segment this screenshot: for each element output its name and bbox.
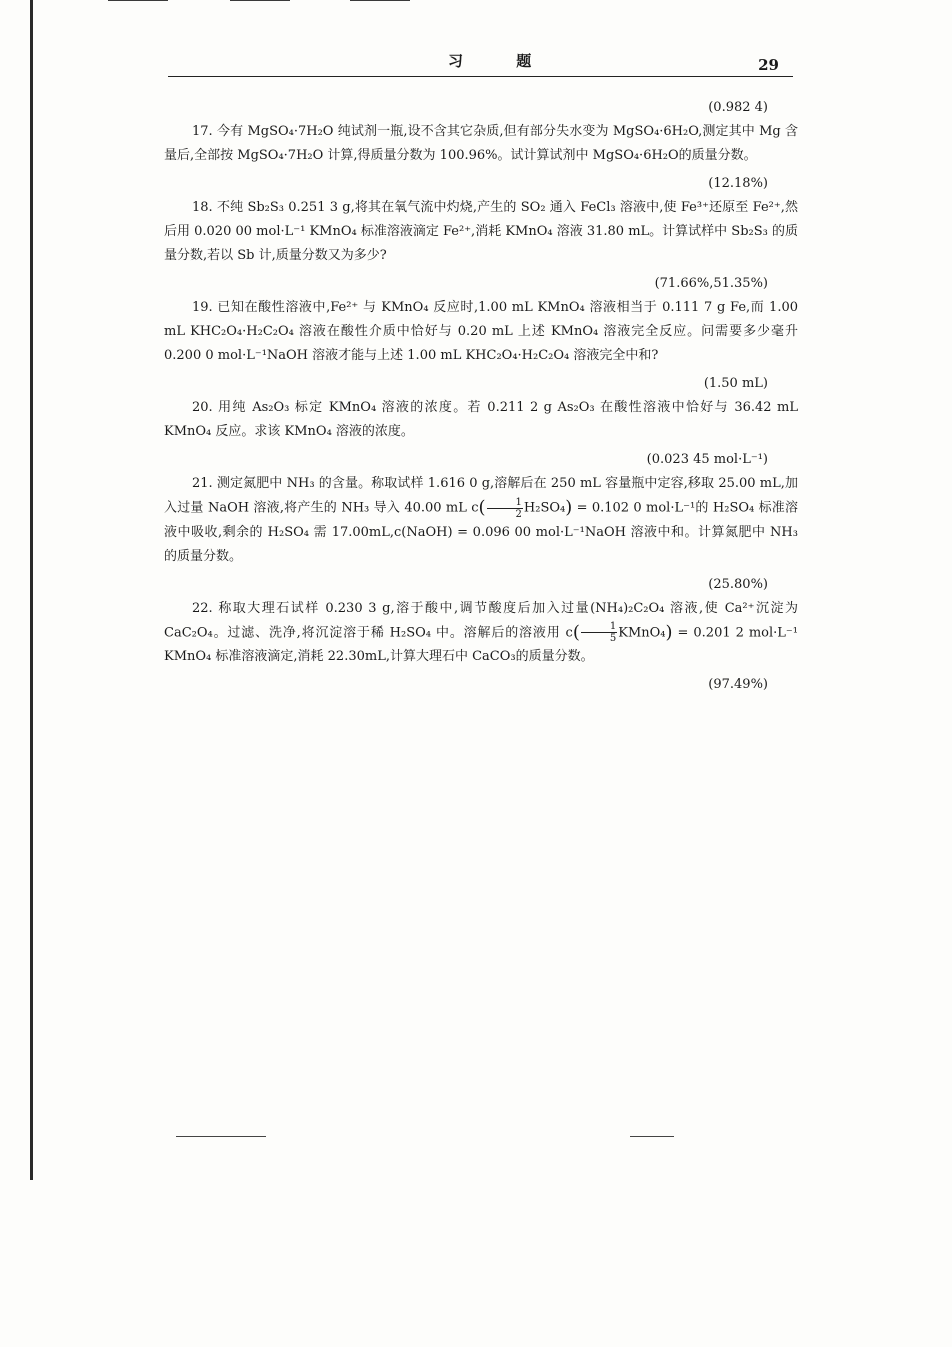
answer-22: (97.49%) — [708, 677, 768, 692]
problem-text-cont: = 0.201 2 mol·L⁻¹ KMnO₄ 标准溶液滴定,消耗 22.30mL,计算大理石中 CaCO₃的质量分数。 — [164, 625, 798, 664]
fraction: $\frac{1}{5}$ — [581, 621, 617, 644]
problem-text: 用纯 As₂O₃ 标定 KMnO₄ 溶液的浓度。若 0.211 2 g As₂O₃ 在酸性溶液中恰好与 36.42 mL KMnO₄ 反应。求该 KMnO₄ 溶液的浓度。 — [164, 400, 798, 439]
problem-20 — [164, 396, 798, 444]
running-title: 习 题 — [448, 52, 556, 70]
paren-close: ) — [565, 497, 573, 518]
problem-text: 测定氮肥中 NH₃ 的含量。称取试样 1.616 0 g,溶解后在 250 mL 容量瓶中定容,移取 25.00 mL,加入过量 NaOH 溶液,将产生的 NH₃ 导入 40.00 mL c — [164, 476, 798, 516]
header-rule — [168, 76, 793, 77]
problem-text-cont: = 0.102 0 mol·L⁻¹的 H₂SO₄ 标准溶液中吸收,剩余的 H₂SO₄ 需 17.00mL,c(NaOH) = 0.096 00 mol·L⁻¹NaOH 溶液中和。计算氮肥中 NH₃ 的质量分数。 — [164, 500, 799, 564]
problem-number: 22. — [192, 600, 213, 616]
problem-17 — [164, 120, 798, 168]
problem-18 — [164, 196, 798, 268]
problem-number: 17. — [192, 124, 213, 139]
problem-text: 今有 MgSO₄·7H₂O 纯试剂一瓶,设不含其它杂质,但有部分失水变为 MgSO₄·6H₂O,测定其中 Mg 含量后,全部按 MgSO₄·7H₂O 计算,得质量分数为 100.96%。试计算试剂中 MgSO₄·6H₂O的质量分数。 — [164, 124, 799, 163]
page-number: 29 — [758, 56, 779, 74]
exercise-list — [164, 96, 798, 697]
page-header — [168, 44, 793, 74]
problem-22 — [164, 597, 798, 670]
answer-20: (0.023 45 mol·L⁻¹) — [646, 452, 768, 467]
scan-mark — [230, 0, 290, 1]
problem-text: 不纯 Sb₂S₃ 0.251 3 g,将其在氧气流中灼烧,产生的 SO₂ 通入 FeCl₃ 溶液中,使 Fe³⁺还原至 Fe²⁺,然后用 0.020 00 mol·L⁻¹ KMnO₄ 标准溶液滴定 Fe²⁺,消耗 KMnO₄ 溶液 31.80 mL。计算试样中 Sb₂S₃ 的质量分数,若以 Sb 计,质量分数又为多少? — [164, 200, 798, 263]
problem-number: 21. — [192, 476, 213, 491]
paren-open: ( — [572, 621, 580, 643]
fraction: $\frac{1}{2}$ — [487, 497, 523, 520]
formula: H₂SO₄ — [523, 500, 566, 516]
answer-19: (1.50 mL) — [703, 376, 768, 391]
scan-mark — [350, 0, 410, 1]
problem-19 — [164, 296, 798, 368]
answer-21: (25.80%) — [708, 576, 768, 592]
problem-number: 19. — [192, 300, 213, 315]
problem-text: 已知在酸性溶液中,Fe²⁺ 与 KMnO₄ 反应时,1.00 mL KMnO₄ 溶液相当于 0.111 7 g Fe,而 1.00 mL KHC₂O₄·H₂C₂O₄ 溶液在酸性介质中恰好与 0.20 mL 上述 KMnO₄ 溶液完全反应。问需要多少毫升 0.200 0 mol·L⁻¹NaOH 溶液才能与上述 1.00 mL KHC₂O₄·H₂C₂O₄ 溶液完全中和? — [164, 300, 798, 363]
answer-18: (71.66%,51.35%) — [654, 276, 768, 291]
answer-17: (12.18%) — [708, 176, 768, 191]
problem-number: 18. — [192, 200, 213, 215]
paren-open: ( — [478, 497, 486, 518]
problem-number: 20. — [192, 400, 213, 415]
paren-close: ) — [665, 621, 673, 643]
problem-text: 称取大理石试样 0.230 3 g,溶于酸中,调节酸度后加入过量(NH₄)₂C₂O₄ 溶液,使 Ca²⁺沉淀为 CaC₂O₄。过滤、洗净,将沉淀溶于稀 H₂SO₄ 中。溶解后的溶液用 c — [164, 600, 798, 640]
scan-mark — [108, 0, 168, 1]
scan-mark — [176, 1136, 266, 1137]
answer-previous: (0.982 4) — [708, 100, 768, 115]
formula: KMnO₄ — [618, 625, 666, 640]
scan-mark — [630, 1136, 674, 1137]
page-binding-edge — [30, 0, 38, 1180]
problem-21 — [164, 472, 798, 569]
